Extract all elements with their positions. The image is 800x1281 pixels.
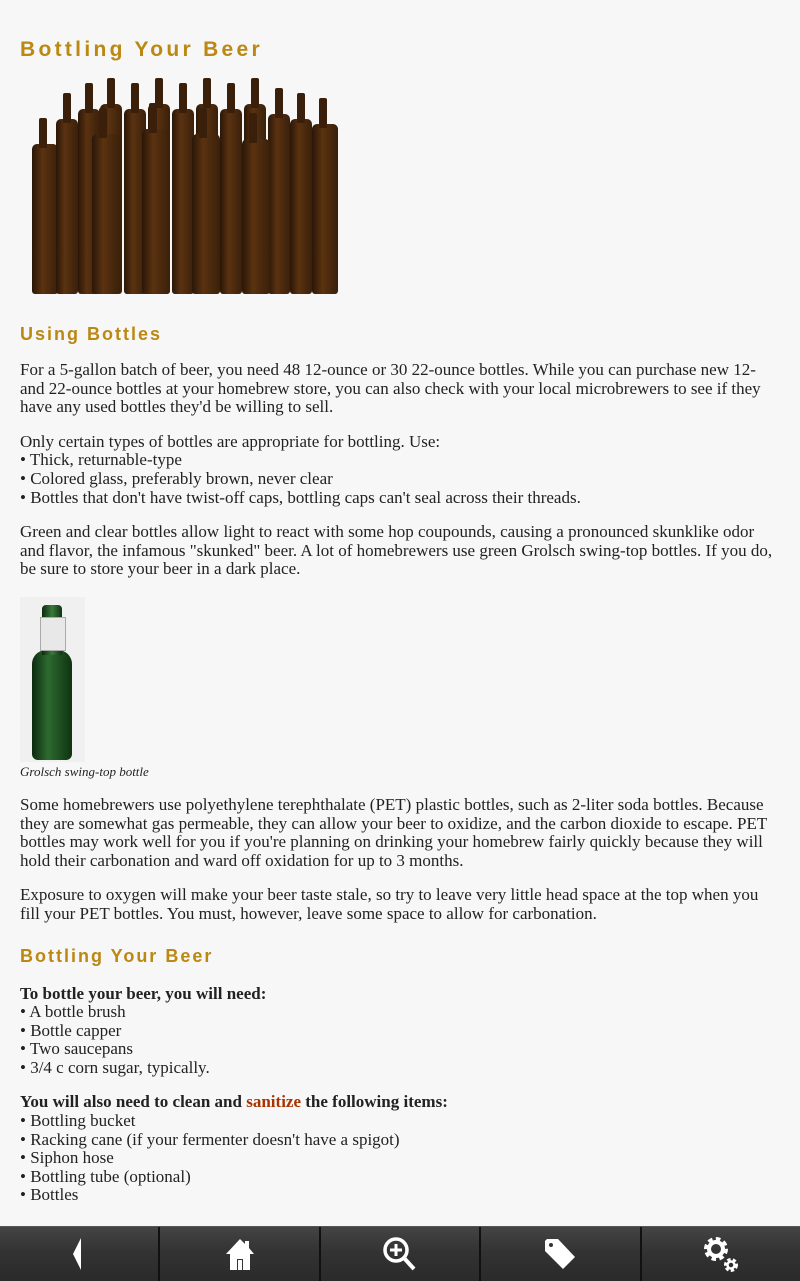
page-title: Bottling Your Beer [20, 38, 263, 61]
list-item: • Bottle capper [20, 1020, 122, 1040]
heading-text: the following items: [301, 1092, 448, 1112]
list-item: • Siphon hose [20, 1148, 114, 1168]
list-item: • Bottles that don't have twist-off caps, bottling caps can't seal across their threads. [20, 487, 581, 507]
zoom-in-button[interactable] [321, 1227, 481, 1281]
list-item: • Bottling bucket [20, 1111, 136, 1131]
section-heading-using-bottles: Using Bottles [20, 324, 163, 344]
paragraph: For a 5-gallon batch of beer, you need 48 12-ounce or 30 22-ounce bottles. While you can purchase new 12- and 22-ounce bottles at your homebrew store, you can also check with your local microbrewers to see if they have any used bottles they'd be willing to sell. [20, 360, 761, 417]
home-button[interactable] [160, 1227, 320, 1281]
paragraph: Exposure to oxygen will make your beer taste stale, so try to leave very little head space at the top when you fill your PET bottles. You must, however, leave some space to allow for carbonation. [20, 885, 759, 923]
list-heading: To bottle your beer, you will need: [20, 983, 267, 1003]
paragraph: Green and clear bottles allow light to react with some hop coupounds, causing a pronounced skunklike odor and flavor, the infamous "skunked" beer. A lot of homebrewers use green Grolsch swing-top bottles. If you do, be sure to store your beer in a dark place. [20, 522, 773, 579]
list-item: • Colored glass, preferably brown, never clear [20, 468, 333, 488]
list-item: • Bottles [20, 1185, 79, 1205]
paragraph: Some homebrewers use polyethylene terephthalate (PET) plastic bottles, such as 2-liter soda bottles. Because they are somewhat gas permeable, they can allow your beer to oxidize, and the carbon dioxide to escape. PET bottles may work well for you if you're planning on drinking your homebrew fairly quickly because they will hold their carbonation and ward off oxidation for up to 3 months. [20, 794, 767, 870]
paragraph [20, 433, 782, 507]
heading-text: You will also need to clean and [20, 1092, 247, 1112]
section-heading-bottling: Bottling Your Beer [20, 945, 214, 966]
list-item: • Thick, returnable-type [20, 450, 182, 470]
back-button[interactable] [0, 1227, 160, 1281]
list-item: • Bottling tube (optional) [20, 1166, 191, 1186]
list-intro: Only certain types of bottles are appropriate for bottling. Use: [20, 431, 441, 451]
clean-list [20, 1093, 782, 1205]
list-item: • Two saucepans [20, 1039, 134, 1059]
image-caption: Grolsch swing-top bottle [20, 763, 149, 779]
tag-button[interactable] [481, 1227, 641, 1281]
list-item: • Racking cane (if your fermenter doesn't have a spigot) [20, 1129, 400, 1149]
list-item: • A bottle brush [20, 1002, 126, 1022]
grolsch-bottle-image [20, 597, 85, 762]
tag-icon [543, 1237, 577, 1271]
zoom-in-icon [382, 1236, 418, 1272]
back-icon [69, 1236, 89, 1272]
list-item: • 3/4 c corn sugar, typically. [20, 1057, 210, 1077]
list-heading [20, 1092, 448, 1111]
needs-list [20, 985, 782, 1078]
settings-icon [701, 1234, 741, 1274]
home-icon [223, 1237, 257, 1271]
settings-button[interactable] [642, 1227, 800, 1281]
article [20, 0, 782, 1226]
sanitize-link[interactable]: sanitize [246, 1092, 302, 1112]
bottom-toolbar [0, 1226, 800, 1281]
beer-bottles-image [32, 84, 342, 294]
